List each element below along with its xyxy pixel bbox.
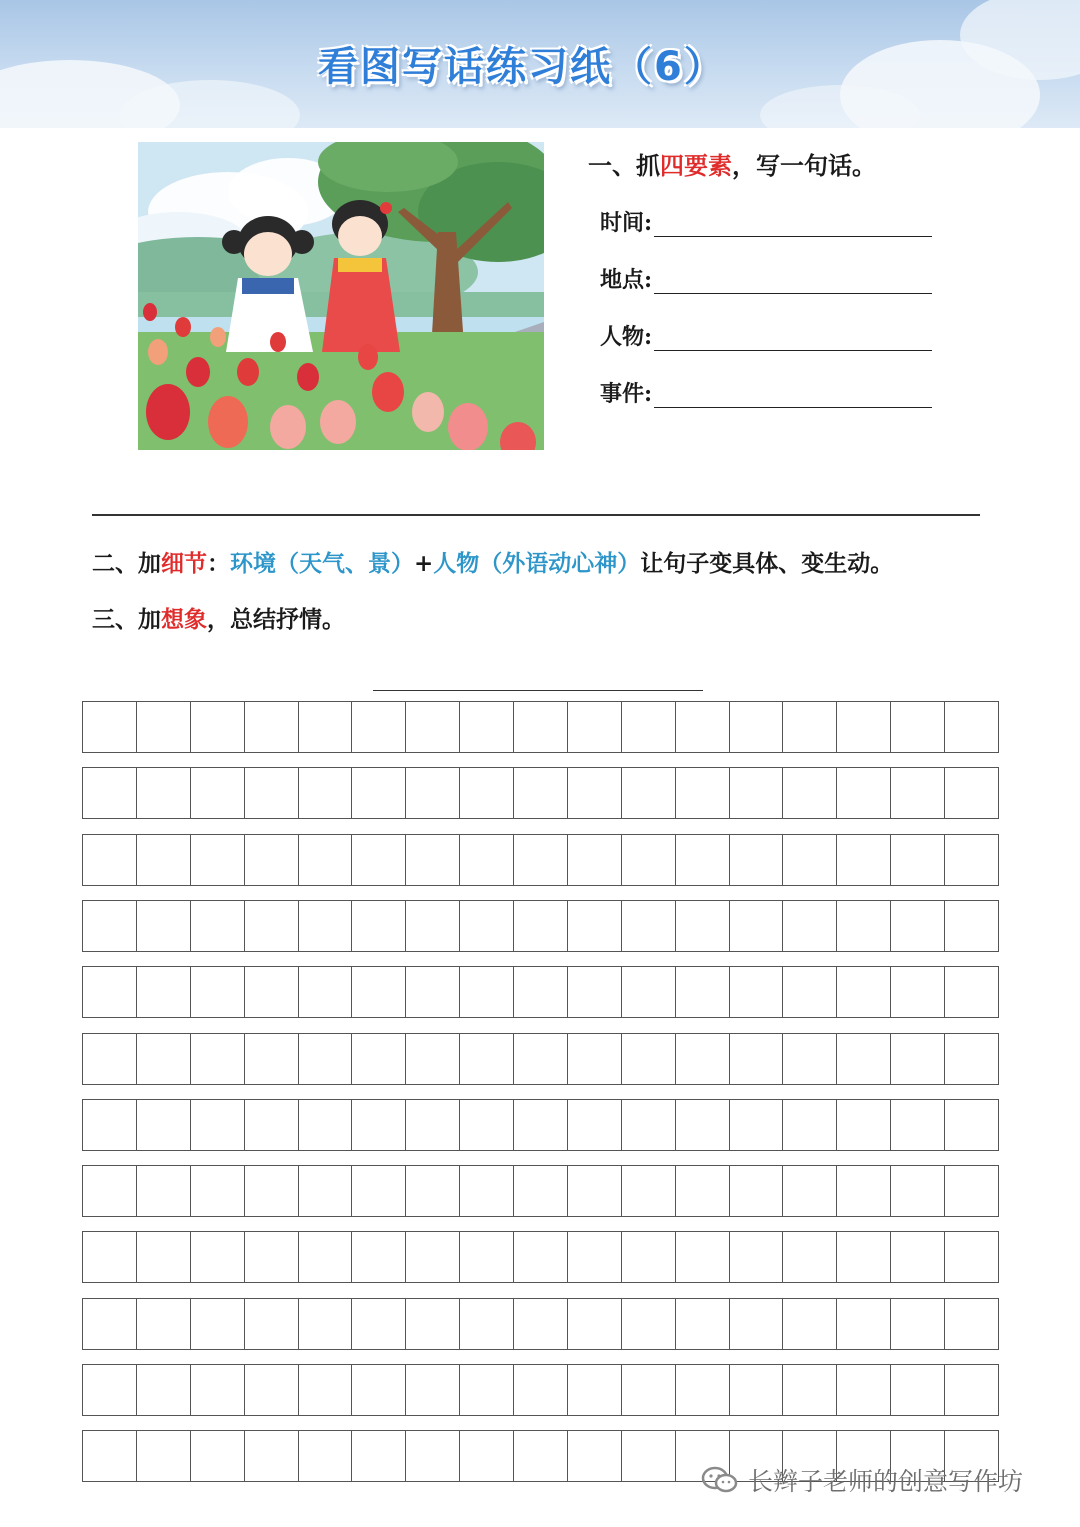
grid-cell[interactable] bbox=[299, 1431, 353, 1481]
grid-cell[interactable] bbox=[137, 1431, 191, 1481]
grid-cell[interactable] bbox=[837, 1100, 891, 1150]
grid-cell[interactable] bbox=[676, 1034, 730, 1084]
grid-cell[interactable] bbox=[83, 1299, 137, 1349]
grid-cell[interactable] bbox=[514, 1365, 568, 1415]
grid-cell[interactable] bbox=[406, 768, 460, 818]
field-place-blank[interactable] bbox=[654, 293, 932, 294]
grid-cell[interactable] bbox=[783, 768, 837, 818]
section3-suffix: ，总结抒情。 bbox=[207, 606, 345, 633]
field-event-label: 事件: bbox=[600, 381, 653, 407]
grid-cell[interactable] bbox=[137, 835, 191, 885]
grid-row bbox=[82, 1298, 999, 1350]
grid-cell[interactable] bbox=[891, 835, 945, 885]
grid-cell[interactable] bbox=[891, 1299, 945, 1349]
grid-cell[interactable] bbox=[245, 1100, 299, 1150]
grid-cell[interactable] bbox=[945, 1166, 998, 1216]
grid-cell[interactable] bbox=[676, 702, 730, 752]
grid-cell[interactable] bbox=[783, 901, 837, 951]
grid-cell[interactable] bbox=[514, 1100, 568, 1150]
grid-cell[interactable] bbox=[514, 1431, 568, 1481]
grid-cell[interactable] bbox=[622, 1100, 676, 1150]
grid-cell[interactable] bbox=[299, 967, 353, 1017]
grid-cell[interactable] bbox=[299, 1166, 353, 1216]
grid-cell[interactable] bbox=[406, 967, 460, 1017]
grid-cell[interactable] bbox=[514, 1232, 568, 1282]
grid-cell[interactable] bbox=[406, 1232, 460, 1282]
grid-cell[interactable] bbox=[191, 1365, 245, 1415]
grid-cell[interactable] bbox=[137, 901, 191, 951]
field-people-label: 人物: bbox=[600, 324, 653, 350]
grid-cell[interactable] bbox=[191, 835, 245, 885]
section2-highlight: 细节 bbox=[161, 550, 207, 577]
grid-cell[interactable] bbox=[514, 901, 568, 951]
grid-cell[interactable] bbox=[352, 1100, 406, 1150]
grid-row bbox=[82, 701, 999, 753]
grid-cell[interactable] bbox=[945, 967, 998, 1017]
grid-cell[interactable] bbox=[514, 835, 568, 885]
grid-cell[interactable] bbox=[245, 967, 299, 1017]
grid-cell[interactable] bbox=[730, 967, 784, 1017]
grid-cell[interactable] bbox=[406, 1100, 460, 1150]
grid-cell[interactable] bbox=[406, 1431, 460, 1481]
grid-cell[interactable] bbox=[891, 1034, 945, 1084]
grid-cell[interactable] bbox=[837, 1299, 891, 1349]
grid-cell[interactable] bbox=[730, 835, 784, 885]
grid-cell[interactable] bbox=[406, 1166, 460, 1216]
grid-cell[interactable] bbox=[460, 967, 514, 1017]
section2-colon: ： bbox=[207, 550, 230, 577]
grid-cell[interactable] bbox=[191, 768, 245, 818]
section1-prefix: 一、抓 bbox=[588, 151, 660, 180]
grid-cell[interactable] bbox=[191, 901, 245, 951]
grid-cell[interactable] bbox=[730, 1299, 784, 1349]
grid-cell[interactable] bbox=[783, 1232, 837, 1282]
grid-cell[interactable] bbox=[622, 768, 676, 818]
grid-cell[interactable] bbox=[137, 1299, 191, 1349]
grid-cell[interactable] bbox=[891, 967, 945, 1017]
grid-cell[interactable] bbox=[137, 702, 191, 752]
grid-cell[interactable] bbox=[783, 835, 837, 885]
page-title: 看图写话练习纸（6） bbox=[318, 43, 726, 90]
grid-cell[interactable] bbox=[783, 1100, 837, 1150]
grid-cell[interactable] bbox=[568, 1232, 622, 1282]
grid-cell[interactable] bbox=[352, 1232, 406, 1282]
grid-cell[interactable] bbox=[891, 1232, 945, 1282]
grid-cell[interactable] bbox=[460, 1166, 514, 1216]
grid-cell[interactable] bbox=[83, 1034, 137, 1084]
grid-cell[interactable] bbox=[352, 1431, 406, 1481]
grid-cell[interactable] bbox=[730, 901, 784, 951]
grid-cell[interactable] bbox=[460, 835, 514, 885]
grid-cell[interactable] bbox=[460, 901, 514, 951]
grid-cell[interactable] bbox=[676, 1365, 730, 1415]
grid-cell[interactable] bbox=[83, 702, 137, 752]
grid-cell[interactable] bbox=[622, 1365, 676, 1415]
grid-cell[interactable] bbox=[622, 1034, 676, 1084]
grid-cell[interactable] bbox=[83, 1365, 137, 1415]
grid-cell[interactable] bbox=[83, 835, 137, 885]
grid-cell[interactable] bbox=[191, 1299, 245, 1349]
grid-cell[interactable] bbox=[191, 967, 245, 1017]
grid-cell[interactable] bbox=[245, 835, 299, 885]
field-place bbox=[600, 263, 932, 294]
grid-cell[interactable] bbox=[299, 1365, 353, 1415]
grid-row bbox=[82, 1099, 999, 1151]
section2-suffix: 让句子变具体、变生动。 bbox=[640, 550, 894, 577]
grid-cell[interactable] bbox=[676, 1166, 730, 1216]
grid-cell[interactable] bbox=[783, 1034, 837, 1084]
grid-cell[interactable] bbox=[622, 1299, 676, 1349]
grid-row bbox=[82, 1231, 999, 1283]
grid-cell[interactable] bbox=[406, 1034, 460, 1084]
grid-cell[interactable] bbox=[83, 768, 137, 818]
grid-cell[interactable] bbox=[514, 702, 568, 752]
grid-cell[interactable] bbox=[460, 1365, 514, 1415]
grid-cell[interactable] bbox=[730, 1232, 784, 1282]
grid-cell[interactable] bbox=[730, 1365, 784, 1415]
grid-cell[interactable] bbox=[568, 1365, 622, 1415]
grid-cell[interactable] bbox=[352, 1299, 406, 1349]
grid-cell[interactable] bbox=[730, 1166, 784, 1216]
grid-cell[interactable] bbox=[568, 901, 622, 951]
grid-cell[interactable] bbox=[352, 702, 406, 752]
section1-heading bbox=[588, 146, 876, 181]
grid-cell[interactable] bbox=[568, 1299, 622, 1349]
grid-cell[interactable] bbox=[837, 901, 891, 951]
grid-cell[interactable] bbox=[568, 835, 622, 885]
grid-cell[interactable] bbox=[945, 702, 998, 752]
grid-cell[interactable] bbox=[837, 1365, 891, 1415]
grid-cell[interactable] bbox=[622, 1431, 676, 1481]
grid-cell[interactable] bbox=[137, 1166, 191, 1216]
field-event bbox=[600, 377, 932, 408]
grid-cell[interactable] bbox=[137, 1100, 191, 1150]
grid-cell[interactable] bbox=[837, 835, 891, 885]
grid-cell[interactable] bbox=[730, 768, 784, 818]
grid-cell[interactable] bbox=[783, 1166, 837, 1216]
grid-cell[interactable] bbox=[676, 901, 730, 951]
grid-cell[interactable] bbox=[783, 702, 837, 752]
grid-cell[interactable] bbox=[299, 702, 353, 752]
field-people bbox=[600, 320, 932, 351]
grid-cell[interactable] bbox=[945, 1365, 998, 1415]
grid-cell[interactable] bbox=[891, 1100, 945, 1150]
section2-environment: 环境（天气、景） bbox=[230, 550, 414, 577]
grid-cell[interactable] bbox=[245, 1166, 299, 1216]
grid-row bbox=[82, 1033, 999, 1085]
grid-cell[interactable] bbox=[299, 1232, 353, 1282]
grid-cell[interactable] bbox=[568, 1100, 622, 1150]
grid-cell[interactable] bbox=[191, 1232, 245, 1282]
illustration-girls-tulips bbox=[138, 142, 544, 450]
grid-cell[interactable] bbox=[783, 1365, 837, 1415]
grid-cell[interactable] bbox=[406, 835, 460, 885]
grid-cell[interactable] bbox=[568, 1431, 622, 1481]
grid-cell[interactable] bbox=[945, 1299, 998, 1349]
grid-cell[interactable] bbox=[460, 1232, 514, 1282]
grid-cell[interactable] bbox=[245, 1034, 299, 1084]
grid-cell[interactable] bbox=[191, 1100, 245, 1150]
grid-cell[interactable] bbox=[622, 967, 676, 1017]
grid-cell[interactable] bbox=[622, 702, 676, 752]
grid-cell[interactable] bbox=[299, 901, 353, 951]
grid-cell[interactable] bbox=[406, 1365, 460, 1415]
grid-cell[interactable] bbox=[191, 1431, 245, 1481]
grid-cell[interactable] bbox=[299, 1100, 353, 1150]
grid-cell[interactable] bbox=[514, 1034, 568, 1084]
grid-cell[interactable] bbox=[622, 901, 676, 951]
grid-row bbox=[82, 1165, 999, 1217]
grid-cell[interactable] bbox=[406, 1299, 460, 1349]
section3-highlight: 想象 bbox=[161, 606, 207, 633]
field-place-label: 地点: bbox=[600, 267, 653, 293]
grid-cell[interactable] bbox=[299, 1299, 353, 1349]
grid-row bbox=[82, 966, 999, 1018]
grid-cell[interactable] bbox=[460, 1431, 514, 1481]
grid-cell[interactable] bbox=[245, 901, 299, 951]
section2-character: 人物（外语动心神） bbox=[433, 550, 641, 577]
grid-cell[interactable] bbox=[245, 1232, 299, 1282]
grid-cell[interactable] bbox=[568, 768, 622, 818]
grid-cell[interactable] bbox=[837, 1232, 891, 1282]
grid-row bbox=[82, 900, 999, 952]
grid-cell[interactable] bbox=[783, 967, 837, 1017]
grid-cell[interactable] bbox=[730, 1100, 784, 1150]
grid-cell[interactable] bbox=[83, 1166, 137, 1216]
grid-cell[interactable] bbox=[730, 1034, 784, 1084]
grid-cell[interactable] bbox=[406, 901, 460, 951]
grid-cell[interactable] bbox=[245, 1365, 299, 1415]
composition-title-line[interactable] bbox=[373, 690, 703, 691]
grid-cell[interactable] bbox=[837, 1166, 891, 1216]
grid-cell[interactable] bbox=[514, 1166, 568, 1216]
grid-cell[interactable] bbox=[352, 1365, 406, 1415]
grid-cell[interactable] bbox=[514, 1299, 568, 1349]
grid-cell[interactable] bbox=[837, 967, 891, 1017]
section2-prefix: 二、加 bbox=[92, 550, 161, 577]
grid-cell[interactable] bbox=[245, 768, 299, 818]
grid-cell[interactable] bbox=[352, 901, 406, 951]
grid-cell[interactable] bbox=[568, 1166, 622, 1216]
grid-cell[interactable] bbox=[676, 768, 730, 818]
section3-prefix: 三、加 bbox=[92, 606, 161, 633]
grid-cell[interactable] bbox=[83, 967, 137, 1017]
grid-cell[interactable] bbox=[137, 1365, 191, 1415]
grid-cell[interactable] bbox=[891, 702, 945, 752]
sentence-answer-line[interactable] bbox=[92, 514, 980, 516]
wechat-icon bbox=[700, 1466, 740, 1494]
grid-cell[interactable] bbox=[191, 702, 245, 752]
grid-row bbox=[82, 1364, 999, 1416]
grid-cell[interactable] bbox=[137, 967, 191, 1017]
grid-cell[interactable] bbox=[622, 835, 676, 885]
grid-cell[interactable] bbox=[568, 967, 622, 1017]
grid-cell[interactable] bbox=[299, 768, 353, 818]
field-time-blank[interactable] bbox=[654, 236, 932, 237]
field-time bbox=[600, 206, 932, 237]
field-time-label: 时间: bbox=[600, 210, 653, 236]
grid-cell[interactable] bbox=[891, 901, 945, 951]
grid-cell[interactable] bbox=[83, 1100, 137, 1150]
grid-cell[interactable] bbox=[352, 835, 406, 885]
header-banner bbox=[0, 0, 1080, 128]
watermark bbox=[700, 1462, 1023, 1498]
grid-cell[interactable] bbox=[245, 1431, 299, 1481]
grid-cell[interactable] bbox=[83, 1232, 137, 1282]
grid-cell[interactable] bbox=[137, 1034, 191, 1084]
grid-row bbox=[82, 767, 999, 819]
grid-cell[interactable] bbox=[83, 1431, 137, 1481]
grid-cell[interactable] bbox=[568, 1034, 622, 1084]
section2-heading bbox=[92, 545, 893, 578]
grid-cell[interactable] bbox=[945, 1232, 998, 1282]
grid-cell[interactable] bbox=[676, 967, 730, 1017]
illustration bbox=[138, 142, 544, 450]
grid-cell[interactable] bbox=[460, 1034, 514, 1084]
grid-cell[interactable] bbox=[676, 1100, 730, 1150]
grid-cell[interactable] bbox=[783, 1299, 837, 1349]
grid-cell[interactable] bbox=[514, 768, 568, 818]
grid-cell[interactable] bbox=[837, 768, 891, 818]
field-event-blank[interactable] bbox=[654, 407, 932, 408]
grid-cell[interactable] bbox=[945, 835, 998, 885]
grid-cell[interactable] bbox=[245, 702, 299, 752]
grid-cell[interactable] bbox=[891, 1365, 945, 1415]
grid-cell[interactable] bbox=[837, 1034, 891, 1084]
grid-cell[interactable] bbox=[622, 1166, 676, 1216]
grid-cell[interactable] bbox=[837, 702, 891, 752]
watermark-text: 长辫子老师的创意写作坊 bbox=[748, 1467, 1024, 1496]
grid-cell[interactable] bbox=[245, 1299, 299, 1349]
grid-cell[interactable] bbox=[676, 1299, 730, 1349]
grid-cell[interactable] bbox=[191, 1166, 245, 1216]
grid-cell[interactable] bbox=[406, 702, 460, 752]
section1-highlight: 四要素 bbox=[660, 151, 732, 180]
grid-cell[interactable] bbox=[891, 1166, 945, 1216]
grid-cell[interactable] bbox=[622, 1232, 676, 1282]
grid-cell[interactable] bbox=[676, 835, 730, 885]
section1-suffix: ，写一句话。 bbox=[732, 151, 876, 180]
grid-row bbox=[82, 834, 999, 886]
grid-cell[interactable] bbox=[460, 1100, 514, 1150]
section2-plus: + bbox=[414, 550, 434, 577]
grid-cell[interactable] bbox=[460, 768, 514, 818]
grid-cell[interactable] bbox=[460, 702, 514, 752]
grid-cell[interactable] bbox=[352, 1166, 406, 1216]
grid-cell[interactable] bbox=[945, 768, 998, 818]
grid-cell[interactable] bbox=[191, 1034, 245, 1084]
grid-cell[interactable] bbox=[891, 768, 945, 818]
grid-cell[interactable] bbox=[352, 768, 406, 818]
grid-cell[interactable] bbox=[137, 768, 191, 818]
grid-cell[interactable] bbox=[83, 901, 137, 951]
grid-cell[interactable] bbox=[676, 1232, 730, 1282]
grid-cell[interactable] bbox=[730, 702, 784, 752]
grid-cell[interactable] bbox=[352, 967, 406, 1017]
grid-cell[interactable] bbox=[299, 835, 353, 885]
section3-heading bbox=[92, 601, 345, 634]
field-people-blank[interactable] bbox=[654, 350, 932, 351]
grid-cell[interactable] bbox=[568, 702, 622, 752]
grid-cell[interactable] bbox=[945, 1034, 998, 1084]
grid-cell[interactable] bbox=[945, 1100, 998, 1150]
grid-cell[interactable] bbox=[299, 1034, 353, 1084]
grid-cell[interactable] bbox=[514, 967, 568, 1017]
grid-cell[interactable] bbox=[352, 1034, 406, 1084]
grid-cell[interactable] bbox=[460, 1299, 514, 1349]
grid-cell[interactable] bbox=[945, 901, 998, 951]
grid-cell[interactable] bbox=[137, 1232, 191, 1282]
